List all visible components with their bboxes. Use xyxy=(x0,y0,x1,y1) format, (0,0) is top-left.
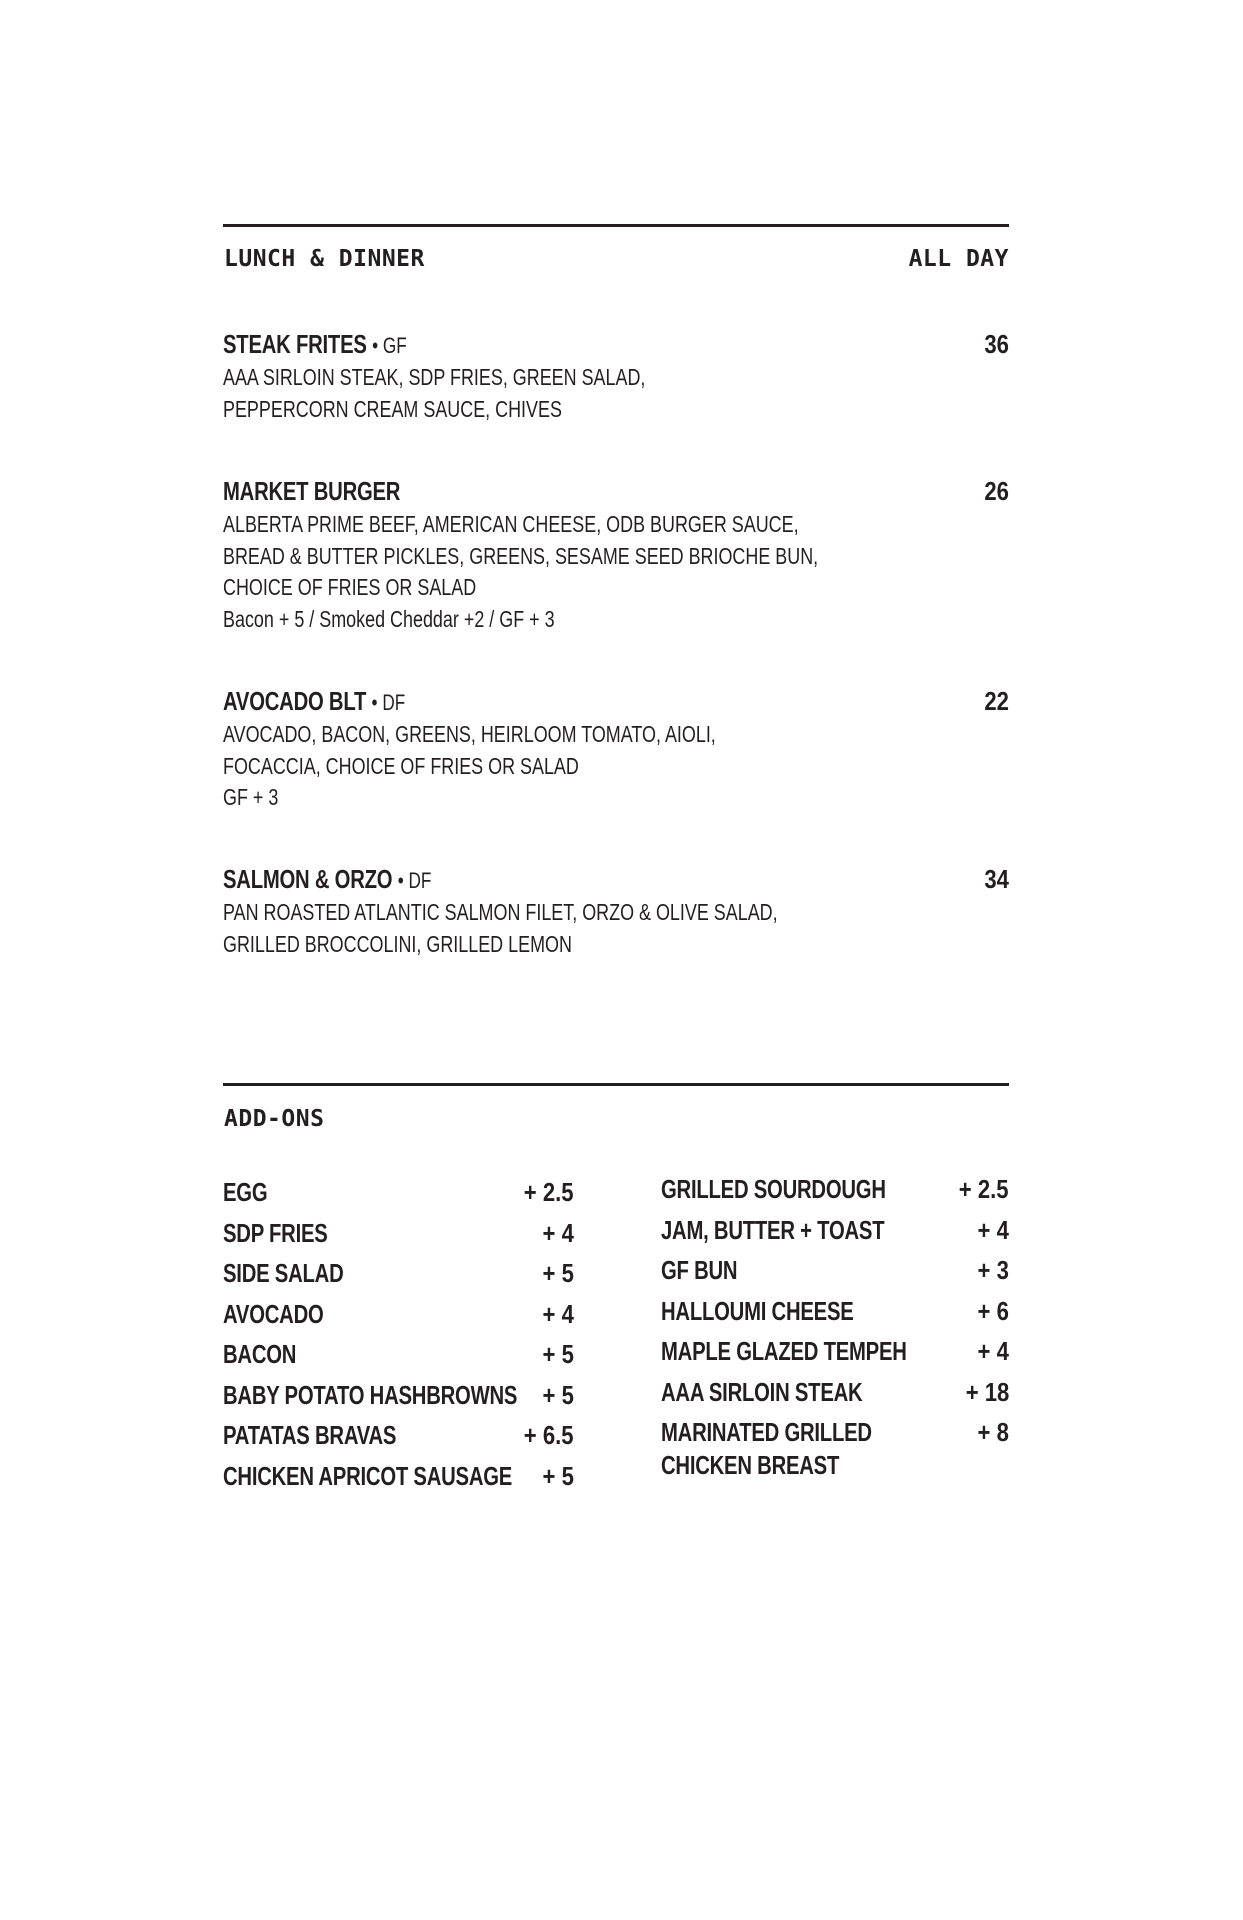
addon-item: CHICKEN APRICOT SAUSAGE + 5 xyxy=(223,1460,574,1491)
item-description: PAN ROASTED ATLANTIC SALMON FILET, ORZO & OLIVE SALAD, GRILLED BROCCOLINI, GRILLED LEMON xyxy=(223,899,778,957)
addons-right-column xyxy=(661,1171,1009,1486)
addon-item: AVOCADO + 4 xyxy=(223,1298,574,1329)
availability-label: ALL DAY xyxy=(908,246,1009,272)
dietary-tag: • DF xyxy=(371,690,406,715)
addon-item: MAPLE GLAZED TEMPEH + 4 xyxy=(661,1336,1009,1366)
addon-item: HALLOUMI CHEESE + 6 xyxy=(661,1295,1009,1326)
item-price: 22 xyxy=(984,686,1009,716)
section-divider-addons xyxy=(223,1083,1009,1086)
addon-item: EGG + 2.5 xyxy=(223,1177,574,1207)
menu-item-market-burger xyxy=(223,473,1009,635)
addon-item: GRILLED SOURDOUGH + 2.5 xyxy=(661,1174,1009,1204)
addon-item: SDP FRIES + 4 xyxy=(223,1217,574,1248)
item-name: SALMON & ORZO • DF xyxy=(223,864,432,894)
addon-item: GF BUN + 3 xyxy=(661,1255,1009,1285)
item-description: AVOCADO, BACON, GREENS, HEIRLOOM TOMATO, AIOLI, FOCACCIA, CHOICE OF FRIES OR SALAD GF + 3 xyxy=(223,721,716,810)
addon-item: BABY POTATO HASHBROWNS + 5 xyxy=(223,1379,574,1410)
item-price: 34 xyxy=(984,864,1009,894)
addon-item: PATATAS BRAVAS + 6.5 xyxy=(223,1420,574,1450)
item-name: STEAK FRITES • GF xyxy=(223,329,407,359)
addon-item: MARINATED GRILLED CHICKEN BREAST + 8 xyxy=(661,1417,1009,1480)
section-heading-addons: ADD-ONS xyxy=(224,1106,325,1132)
item-description: AAA SIRLOIN STEAK, SDP FRIES, GREEN SALAD, PEPPERCORN CREAM SAUCE, CHIVES xyxy=(223,364,646,422)
menu-item-avocado-blt xyxy=(223,683,1009,814)
section-divider-top xyxy=(223,224,1009,227)
item-name: AVOCADO BLT • DF xyxy=(223,686,406,716)
dietary-tag: • DF xyxy=(397,868,432,893)
item-price: 36 xyxy=(984,329,1009,359)
addons-left-column xyxy=(223,1174,574,1498)
section-heading-lunch-dinner: LUNCH & DINNER xyxy=(224,246,425,272)
menu-item-salmon-orzo xyxy=(223,861,1009,960)
addon-item: BACON + 5 xyxy=(223,1339,574,1369)
addon-item: SIDE SALAD + 5 xyxy=(223,1258,574,1288)
item-description: ALBERTA PRIME BEEF, AMERICAN CHEESE, ODB BURGER SAUCE, BREAD & BUTTER PICKLES, GREENS, SESAME SEED BRIOCHE BUN, CHOICE OF FRIES OR SALAD Bacon + 5 / Smoked Cheddar +2 / GF + 3 xyxy=(223,511,819,632)
dietary-tag: • GF xyxy=(372,333,407,358)
item-name: MARKET BURGER xyxy=(223,476,401,506)
menu-item-steak-frites xyxy=(223,326,1009,425)
addon-item: AAA SIRLOIN STEAK + 18 xyxy=(661,1376,1009,1407)
addon-item: JAM, BUTTER + TOAST + 4 xyxy=(661,1214,1009,1245)
item-price: 26 xyxy=(984,476,1009,506)
